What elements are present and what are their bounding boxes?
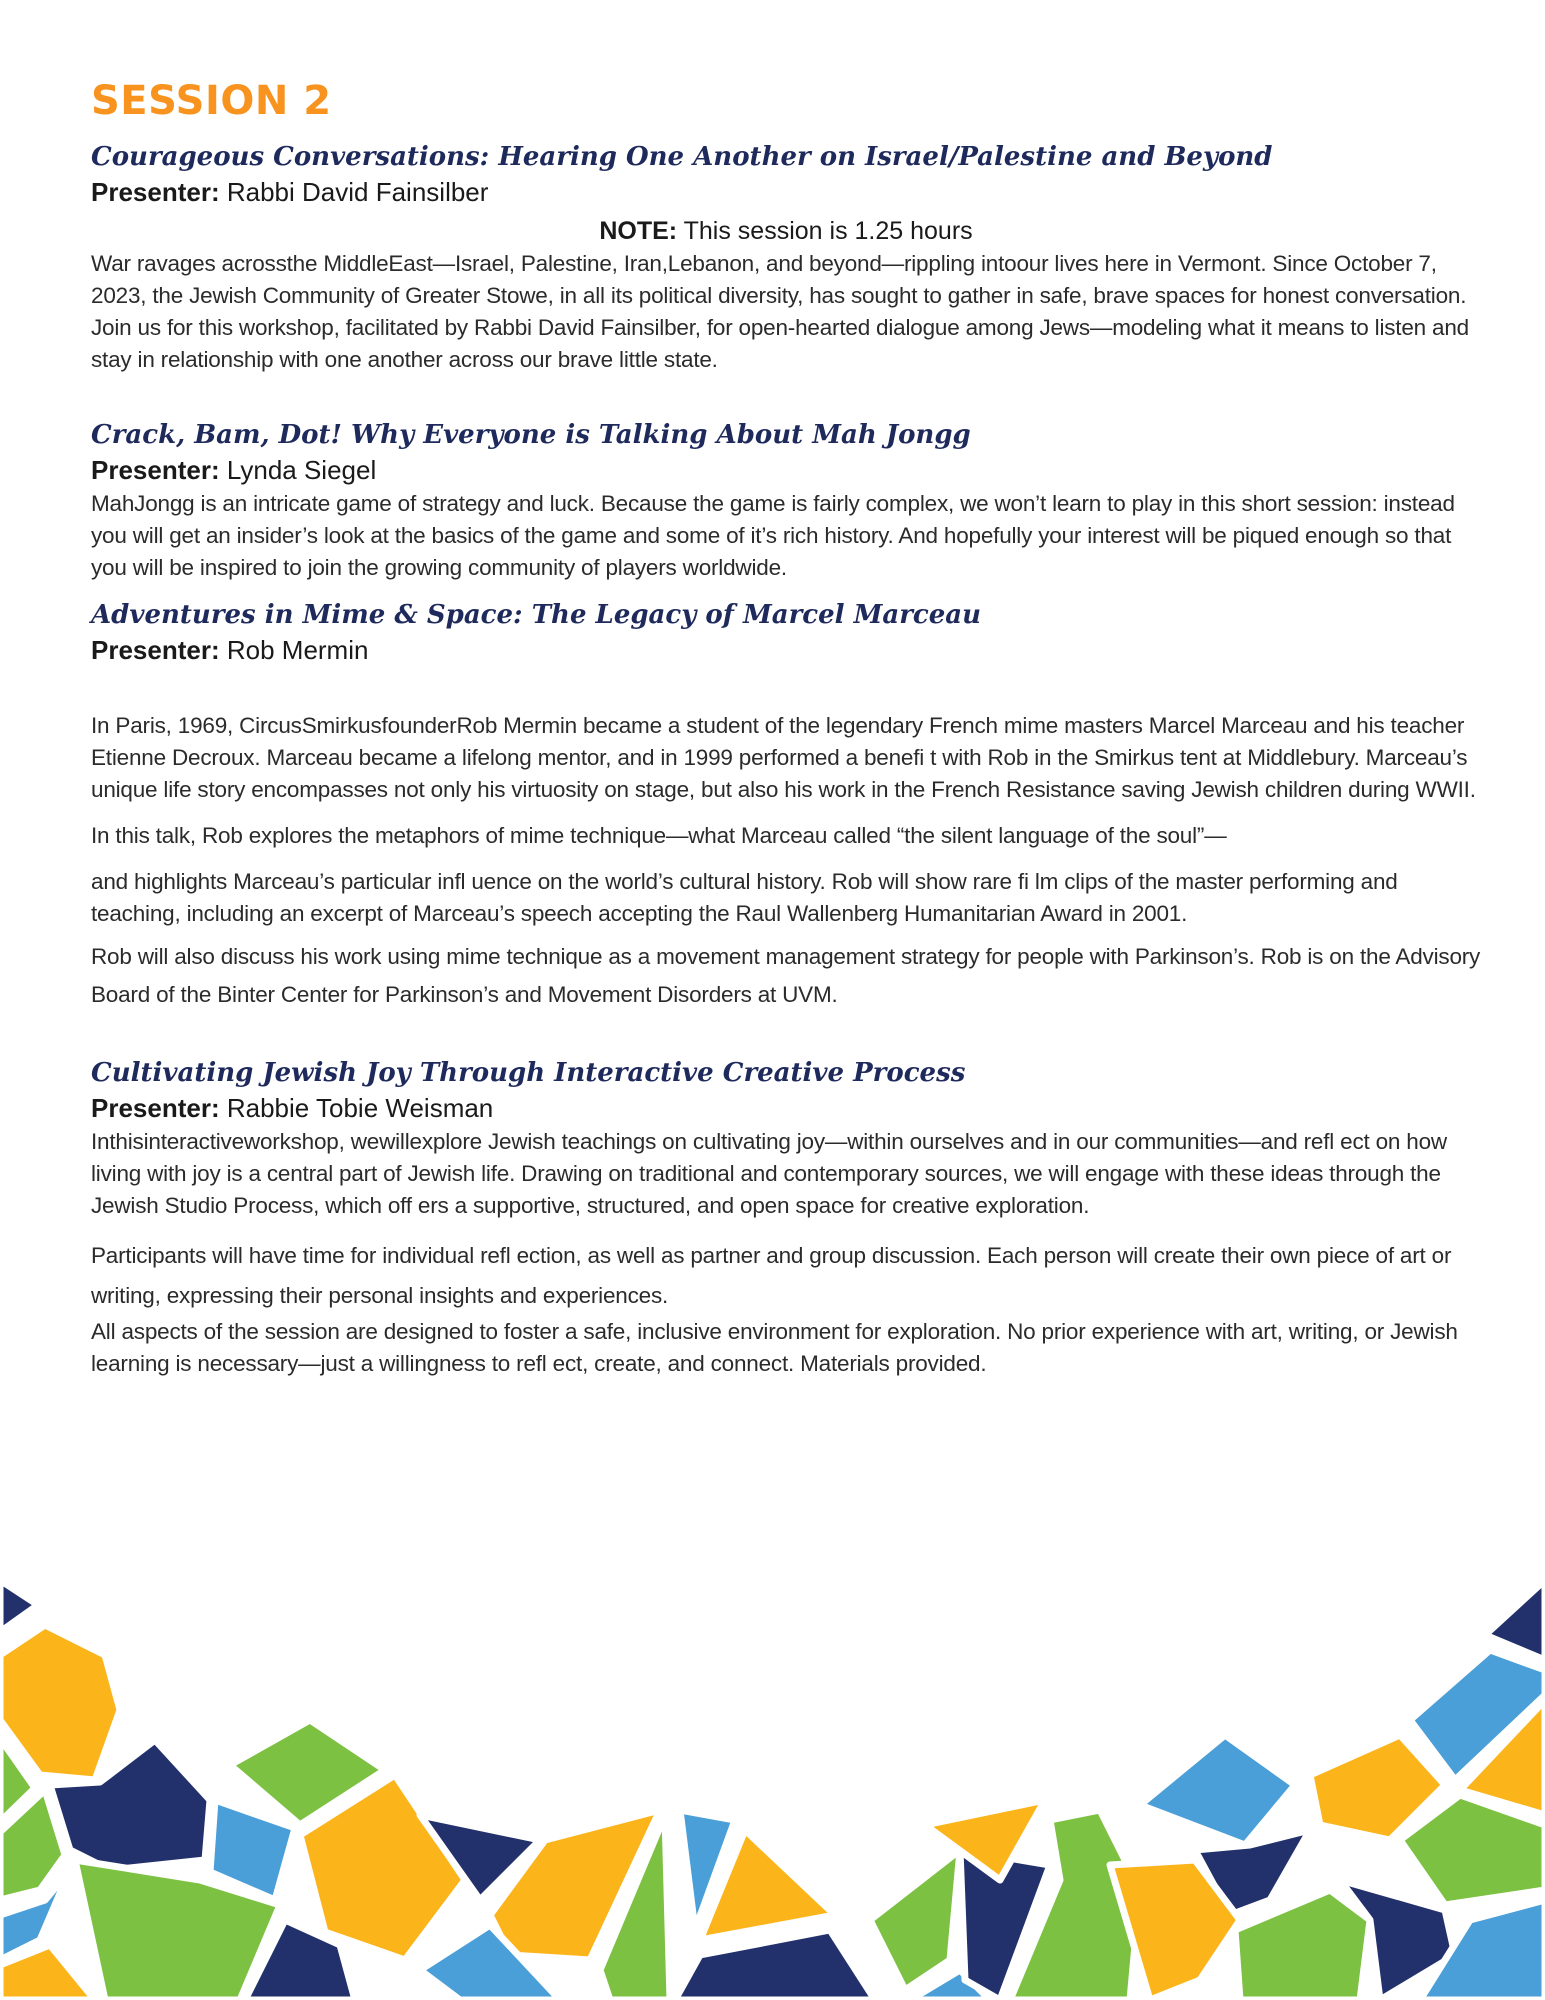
presenter-line — [91, 1090, 1481, 1126]
session-note — [91, 214, 1481, 248]
item-title: Courageous Conversations: Hearing One Another on Israel/Palestine and Beyond — [91, 142, 1273, 172]
description-paragraph: Rob will also discuss his work using mime technique as a movement management strategy for people with Parkinson’s. Rob is on the Advisory Board of the Binter Center for Parkinson’s and Movement Disorders at UVM. — [91, 944, 1481, 1007]
presenter-line — [91, 452, 1481, 488]
description-paragraph: MahJongg is an intricate game of strategy and luck. Because the game is fairly complex, we won’t learn to play in this short session: instead you will get an insider’s look at the basics of the game and some of it’s rich history. And hopefully your interest will be piqued enough so that you will be inspired to join the growing community of players worldwide. — [91, 491, 1455, 580]
session-item-jewish-joy — [91, 1056, 1481, 1380]
presenter-label: Presenter: — [91, 455, 220, 485]
session-title: SESSION 2 — [91, 78, 332, 124]
item-title: Adventures in Mime & Space: The Legacy of Marcel Marceau — [91, 600, 982, 630]
session-item-mah-jongg — [91, 418, 1481, 584]
description-paragraph: Inthisinteractiveworkshop, wewillexplore Jewish teachings on cultivating joy—within ourselves and in our communities—and refl ect on how living with joy is a central part of Jewish life. Drawing on traditional and contemporary sources, we will engage with these ideas through the Jewish Studio Process, which off ers a supportive, structured, and open space for creative exploration. — [91, 1129, 1447, 1218]
note-label: NOTE: — [599, 217, 678, 245]
mosaic-decoration — [0, 1560, 1545, 2000]
presenter-label: Presenter: — [91, 635, 220, 665]
session-item-courageous-conversations — [91, 140, 1481, 376]
note-text: This session is 1.25 hours — [683, 217, 973, 245]
presenter-line — [91, 174, 1481, 210]
presenter-name: Lynda Siegel — [226, 455, 377, 485]
description-paragraph: Participants will have time for individual refl ection, as well as partner and group discussion. Each person will create their own piece of art or writing, expressing their personal insights and experiences. — [91, 1243, 1452, 1308]
description-paragraph: All aspects of the session are designed to foster a safe, inclusive environment for exploration. No prior experience with art, writing, or Jewish learning is necessary—just a willingness to refl ect, create, and connect. Materials provided. — [91, 1319, 1458, 1376]
presenter-name: Rabbie Tobie Weisman — [226, 1093, 494, 1123]
item-title: Crack, Bam, Dot! Why Everyone is Talking About Mah Jongg — [91, 420, 971, 450]
presenter-label: Presenter: — [91, 177, 220, 207]
presenter-line — [91, 632, 1481, 668]
session-item-mime-and-space — [91, 598, 1481, 1014]
presenter-name: Rabbi David Fainsilber — [226, 177, 489, 207]
presenter-name: Rob Mermin — [226, 635, 369, 665]
description-paragraph: and highlights Marceau’s particular infl uence on the world’s cultural history. Rob will show rare fi lm clips of the master performing and teaching, including an excerpt of Marceau’s speech accepting the Raul Wallenberg Humanitarian Award in 2001. — [91, 869, 1398, 926]
description-paragraph: In this talk, Rob explores the metaphors of mime technique—what Marceau called “the silent language of the soul”— — [91, 823, 1227, 848]
presenter-label: Presenter: — [91, 1093, 220, 1123]
session-page — [91, 78, 1481, 1380]
item-title: Cultivating Jewish Joy Through Interactive Creative Process — [91, 1058, 966, 1088]
description-paragraph: War ravages acrossthe MiddleEast—Israel, Palestine, Iran,Lebanon, and beyond—rippling intoour lives here in Vermont. Since October 7, 2023, the Jewish Community of Greater Stowe, in all its political diversity, has sought to gather in safe, brave spaces for honest conversation. Join us for this workshop, facilitated by Rabbi David Fainsilber, for open-hearted dialogue among Jews—modeling what it means to listen and stay in relationship with one another across our brave little state. — [91, 251, 1469, 372]
description-paragraph: In Paris, 1969, CircusSmirkusfounderRob Mermin became a student of the legendary French mime masters Marcel Marceau and his teacher Etienne Decroux. Marceau became a lifelong mentor, and in 1999 performed a benefi t with Rob in the Smirkus tent at Middlebury. Marceau’s unique life story encompasses not only his virtuosity on stage, but also his work in the French Resistance saving Jewish children during WWII. — [91, 713, 1476, 802]
